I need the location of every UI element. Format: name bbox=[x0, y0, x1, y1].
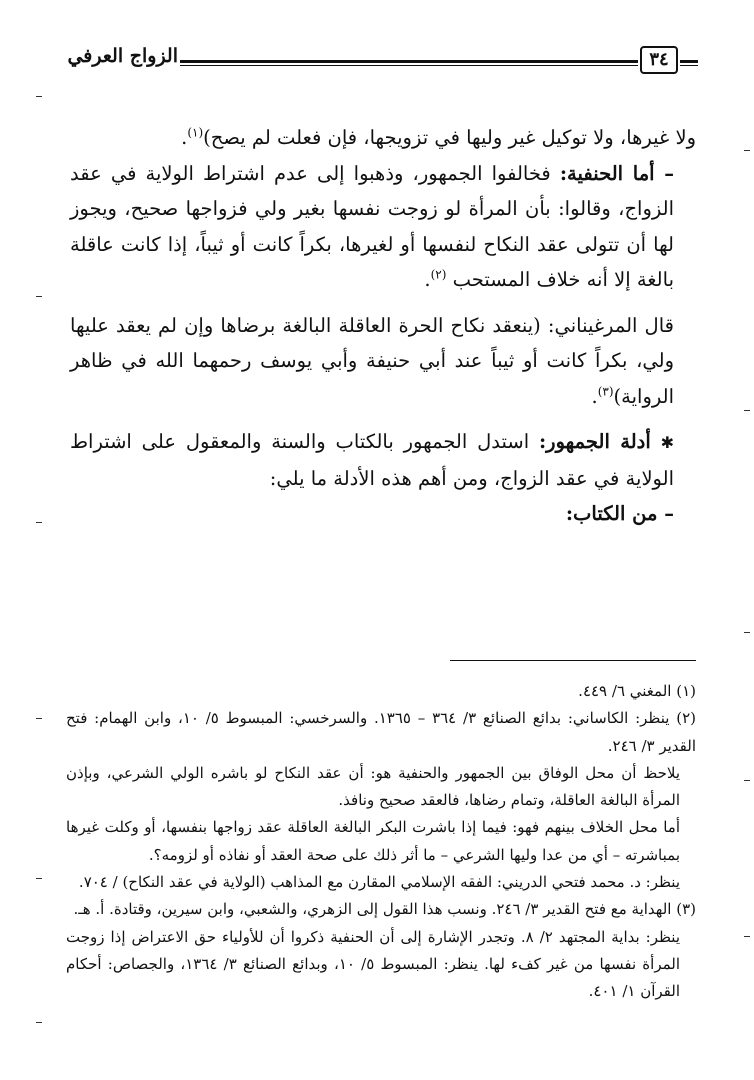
margin-mark bbox=[36, 718, 42, 719]
footnote-ref: (٣) bbox=[597, 384, 614, 398]
paragraph-hanafi: – أما الحنفية: فخالفوا الجمهور، وذهبوا إلى عدم اشتراط الولاية في عقد الزواج، وقالوا: بأن المرأة لو زوجت نفسها بغير ولي فزواجها صحيح، ويجوز لها أن تتولى عقد النكاح لنفسها أو لغيرها، بكراً كانت أو ثيباً، إذا كانت عاقلة بالغة إلا أنه خلاف المستحب $^{(٢)}$. bbox=[70, 161, 675, 291]
paragraph-text: فخالفوا الجمهور، وذهبوا إلى عدم اشتراط الولاية في عقد الزواج، وقالوا: بأن المرأة لو زوجت نفسها بغير ولي فزواجها صحيح، ويجوز لها أن تتولى عقد النكاح لنفسها أو لغيرها، بكراً كانت أو ثيباً، إذا كانت عاقلة بالغة إلا أنه خلاف المستحب bbox=[70, 161, 674, 291]
paragraph-text: ولا غيرها، ولا توكيل غير وليها في تزويجها، فإن فعلت لم يصح) bbox=[203, 126, 696, 149]
footnote-1: (١) المغني ٦/ ٤٤٩. bbox=[578, 682, 696, 700]
footnote-3-note: ينظر: بداية المجتهد ٢/ ٨. وتجدر الإشارة إلى أن الحنفية ذكروا أن للأولياء حق الاعتراض إذا زوجت المرأة نفسها من غير كفء لها. ينظر: المبسوط ٥/ ١٠، وبدائع الصنائع ٣/ ١٣٦٤، والجصاص: أحكام القرآن ١/ ٤٠١. bbox=[66, 927, 681, 1001]
footnotes bbox=[66, 678, 696, 1006]
paragraph-evidence bbox=[70, 424, 696, 496]
page-number: ٣٤ bbox=[640, 46, 678, 74]
margin-mark bbox=[36, 296, 42, 297]
margin-mark bbox=[744, 936, 750, 937]
footnote-2-note: ينظر: د. محمد فتحي الدريني: الفقه الإسلامي المقارن مع المذاهب (الولاية في عقد النكاح) / ٧٠٤. bbox=[78, 873, 680, 892]
margin-mark bbox=[36, 522, 42, 523]
margin-mark bbox=[36, 96, 42, 97]
header-rule-right bbox=[680, 60, 698, 66]
margin-mark bbox=[744, 780, 750, 781]
evidence-heading: أدلة الجمهور: bbox=[538, 430, 651, 453]
footnote-ref: (٢) bbox=[430, 267, 447, 282]
margin-mark bbox=[744, 632, 750, 633]
footnote-2-note: أما محل الخلاف بينهم فهو: فيما إذا باشرت البكر البالغة العاقلة عقد زواجها بنفسها، أو وكلت غيرها بمباشرته – أي من عدا وليها الشرعي – ما أثر ذلك على صحة العقد أو نفاذه أو لزومه؟. bbox=[66, 818, 680, 864]
main-text bbox=[70, 120, 696, 532]
paragraph-text: استدل الجمهور بالكتاب والسنة والمعقول على اشتراط الولاية في عقد الزواج، ومن أهم هذه الأدلة ما يلي: bbox=[70, 430, 674, 490]
footnote-separator bbox=[450, 660, 696, 661]
footnote-2: (٢) ينظر: الكاساني: بدائع الصنائع ٣/ ٣٦٤ – ١٣٦٥. والسرخسي: المبسوط ٥/ ١٠، وابن الهمام: فتح القدير ٣/ ٢٤٦. bbox=[66, 709, 696, 755]
paragraph-text: قال المرغيناني: (ينعقد نكاح الحرة العاقلة البالغة برضاها وإن لم يعقد عليها ولي، بكراً كانت أو ثيباً عند أبي حنيفة وأبي يوسف رحمهما الله في ظاهر الرواية) bbox=[70, 313, 674, 408]
margin-mark bbox=[744, 150, 750, 151]
hanafi-heading: – أما الحنفية: bbox=[559, 161, 675, 185]
header-rule bbox=[180, 60, 638, 66]
footnote-ref: (١) bbox=[187, 125, 204, 140]
subheading-book: – من الكتاب: bbox=[565, 502, 674, 525]
margin-mark bbox=[36, 1022, 42, 1023]
margin-mark bbox=[744, 410, 750, 411]
footnote-2-note: يلاحظ أن محل الوفاق بين الجمهور والحنفية هو: أن عقد النكاح لو باشره الولي الشرعي، وبإذن المرأة البالغة العاقلة، وتمام رضاها، فالعقد صحيح ونافذ. bbox=[66, 763, 680, 810]
footnote-3: (٣) الهداية مع فتح القدير ٣/ ٢٤٦. ونسب هذا القول إلى الزهري، والشعبي، وابن سيرين، وقتادة. أ. هـ. bbox=[73, 900, 696, 919]
paragraph-marghinani: قال المرغيناني: (ينعقد نكاح الحرة العاقلة البالغة برضاها وإن لم يعقد عليها ولي، بكراً كانت أو ثيباً عند أبي حنيفة وأبي يوسف رحمهما الله في ظاهر الرواية)$^{(٣)}$. bbox=[70, 313, 674, 408]
paragraph-continuation: ولا غيرها، ولا توكيل غير وليها في تزويجها، فإن فعلت لم يصح)$^{(١)}$. bbox=[181, 125, 696, 149]
bullet-icon: ✱ bbox=[660, 433, 675, 452]
margin-mark bbox=[36, 878, 42, 879]
running-title: الزواج العرفي bbox=[67, 45, 178, 67]
